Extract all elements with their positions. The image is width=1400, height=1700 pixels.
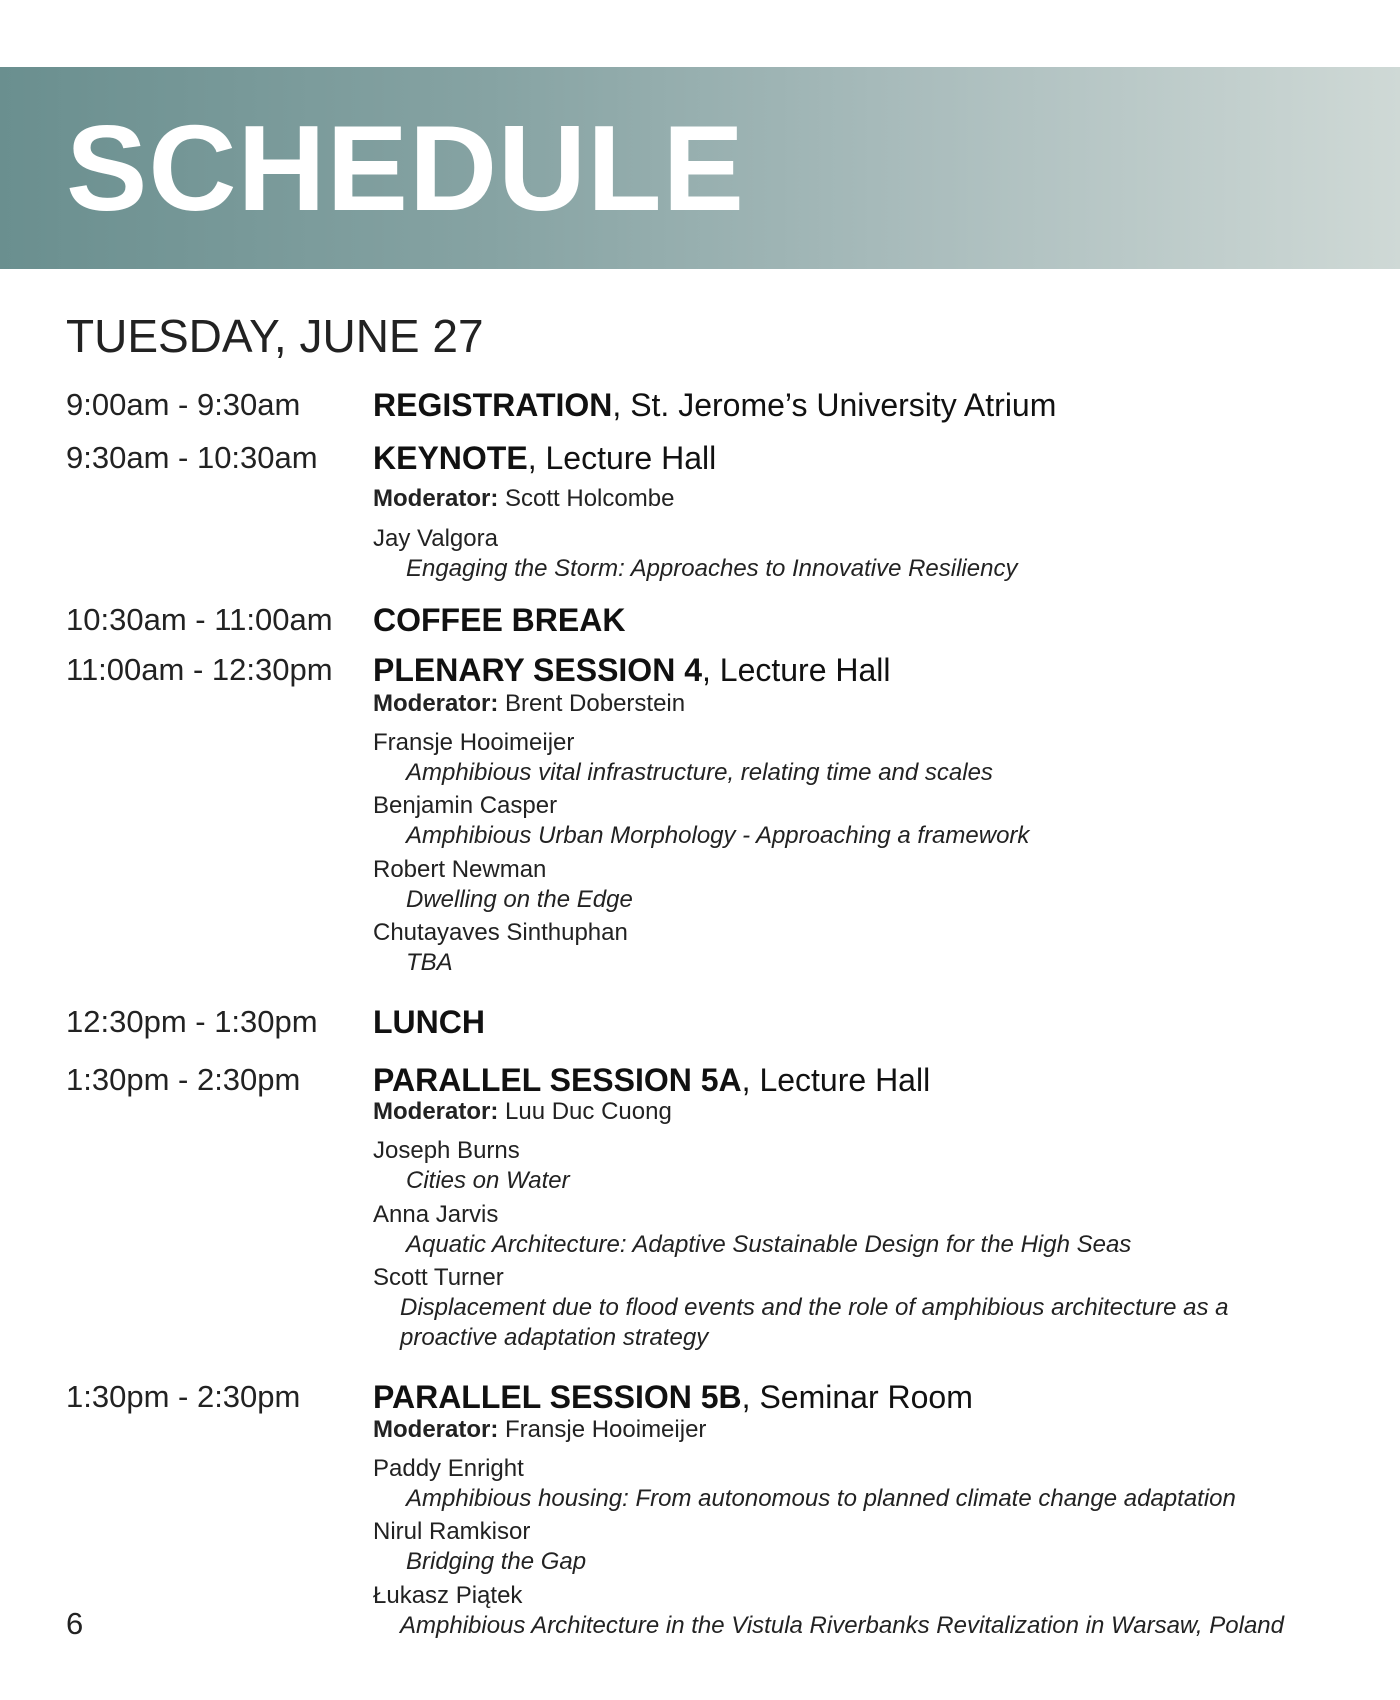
session-time: 10:30am - 11:00am <box>66 602 333 637</box>
talk-title: Amphibious Architecture in the Vistula Riverbanks Revitalization in Warsaw, Poland <box>400 1612 1284 1639</box>
moderator-label: Moderator: <box>373 690 499 717</box>
talk-title: Bridging the Gap <box>406 1548 587 1575</box>
speaker-name: Łukasz Piątek <box>373 1582 523 1609</box>
moderator-line <box>373 484 674 514</box>
speaker-name: Benjamin Casper <box>373 792 558 819</box>
speaker-name: Jay Valgora <box>373 525 498 552</box>
session-title <box>373 1377 973 1417</box>
page-title: SCHEDULE <box>66 100 746 236</box>
speaker-name: Paddy Enright <box>373 1455 524 1482</box>
session-title <box>373 600 625 640</box>
talk-title: Engaging the Storm: Approaches to Innovative Resiliency <box>406 555 1018 582</box>
session-name: REGISTRATION <box>373 387 613 423</box>
speaker-name: Scott Turner <box>373 1264 504 1291</box>
session-time: 1:30pm - 2:30pm <box>66 1379 301 1414</box>
talk-title: Aquatic Architecture: Adaptive Sustainable Design for the High Seas <box>406 1231 1132 1258</box>
moderator-name: Luu Duc Cuong <box>498 1098 672 1125</box>
talk-title: Amphibious vital infrastructure, relating time and scales <box>406 759 993 786</box>
session-time: 9:00am - 9:30am <box>66 387 301 422</box>
page-number: 6 <box>66 1606 84 1641</box>
talk-title: Cities on Water <box>406 1167 570 1194</box>
speaker-name: Chutayaves Sinthuphan <box>373 919 628 946</box>
session-name: PARALLEL SESSION 5B <box>373 1379 742 1415</box>
session-name: KEYNOTE <box>373 440 528 476</box>
moderator-label: Moderator: <box>373 485 499 512</box>
session-location: , Lecture Hall <box>741 1062 931 1098</box>
talk-title: TBA <box>406 949 453 976</box>
speaker-name: Joseph Burns <box>373 1137 520 1164</box>
session-location: , St. Jerome’s University Atrium <box>612 387 1057 423</box>
session-title <box>373 650 891 690</box>
session-title <box>373 385 1056 425</box>
session-location: , Seminar Room <box>741 1379 973 1415</box>
session-location: , Lecture Hall <box>527 440 717 476</box>
session-time: 1:30pm - 2:30pm <box>66 1062 301 1097</box>
session-name: PARALLEL SESSION 5A <box>373 1062 742 1098</box>
session-name: COFFEE BREAK <box>373 602 626 638</box>
session-name: PLENARY SESSION 4 <box>373 652 702 688</box>
speaker-name: Anna Jarvis <box>373 1201 499 1228</box>
talk-title: Amphibious housing: From autonomous to planned climate change adaptation <box>406 1485 1236 1512</box>
session-time: 11:00am - 12:30pm <box>66 652 333 687</box>
session-time: 9:30am - 10:30am <box>66 440 318 475</box>
speaker-name: Fransje Hooimeijer <box>373 729 575 756</box>
session-time: 12:30pm - 1:30pm <box>66 1004 318 1039</box>
moderator-line <box>373 689 685 719</box>
day-heading: TUESDAY, JUNE 27 <box>66 310 484 362</box>
moderator-name: Brent Doberstein <box>498 690 686 717</box>
session-location: , Lecture Hall <box>701 652 891 688</box>
session-title <box>373 438 716 478</box>
speaker-name: Robert Newman <box>373 856 547 883</box>
talk-title: Dwelling on the Edge <box>406 886 633 913</box>
speaker-name: Nirul Ramkisor <box>373 1518 531 1545</box>
session-name: LUNCH <box>373 1004 485 1040</box>
moderator-line <box>373 1097 672 1127</box>
talk-title: Amphibious Urban Morphology - Approaching a framework <box>406 822 1030 849</box>
moderator-line <box>373 1415 706 1445</box>
talk-title: Displacement due to flood events and the role of amphibious architecture as a proactive adaptation strategy <box>400 1294 1229 1351</box>
session-title <box>373 1060 930 1100</box>
moderator-label: Moderator: <box>373 1098 499 1125</box>
moderator-label: Moderator: <box>373 1416 499 1443</box>
moderator-name: Scott Holcombe <box>498 485 675 512</box>
moderator-name: Fransje Hooimeijer <box>498 1416 707 1443</box>
session-title <box>373 1002 485 1042</box>
